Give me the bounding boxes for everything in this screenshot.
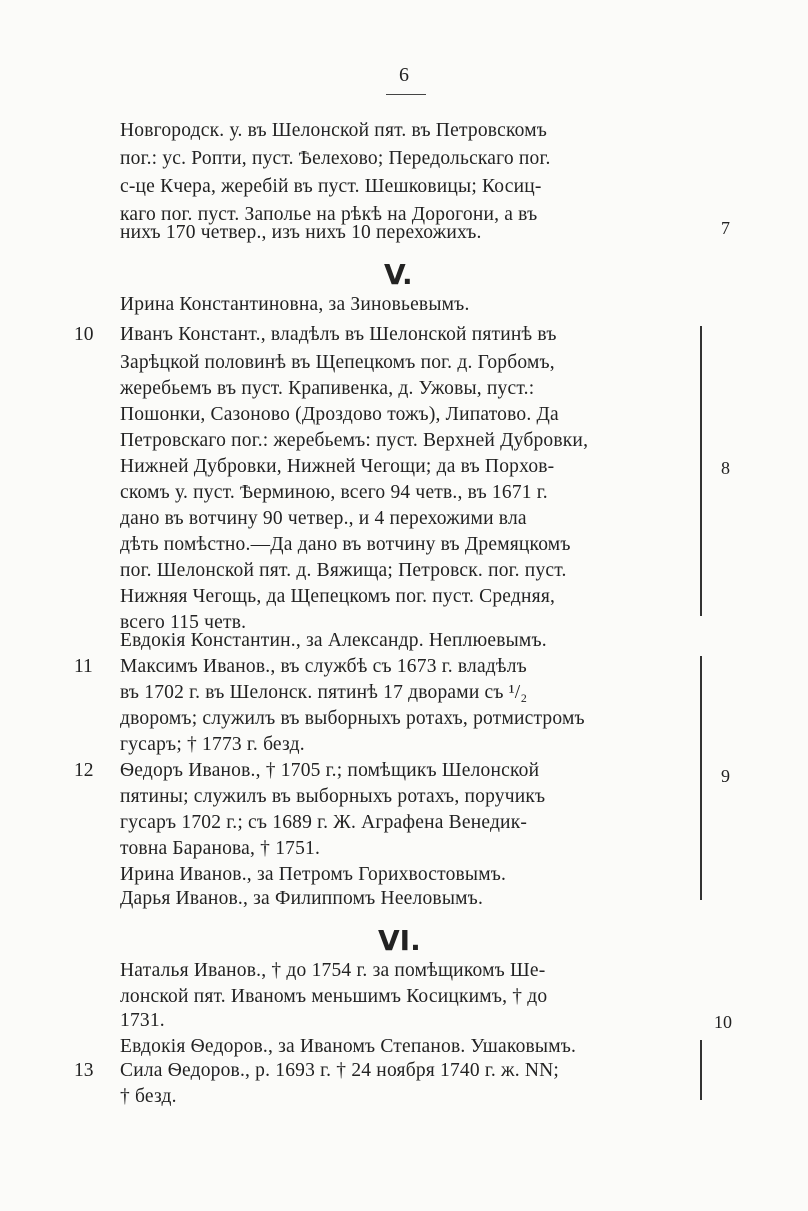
entry-line: Ирина Иванов., за Петромъ Горихвостовымъ. <box>120 864 507 885</box>
entry-line: лонской пят. Иваномъ меньшимъ Косицкимъ, † до <box>120 986 548 1007</box>
intro-line: с-це Кчера, жеребій въ пуст. Шешковицы; Косиц- <box>120 176 542 197</box>
margin-bracket <box>700 656 702 900</box>
entry-line: Сила Ѳедоров., р. 1693 г. † 24 ноября 1740 г. ж. NN; <box>120 1060 560 1081</box>
entry-line: Максимъ Иванов., въ службѣ съ 1673 г. владѣлъ <box>120 656 527 677</box>
intro-line: Новгородск. у. въ Шелонской пят. въ Петровскомъ <box>120 120 548 141</box>
entry-line: гусаръ; † 1773 г. безд. <box>120 734 305 755</box>
margin-generation-number: 8 <box>721 458 730 478</box>
entry-number: 11 <box>74 656 93 677</box>
entry-line: Нижней Дубровки, Нижней Чегощи; да въ Порхов- <box>120 456 555 477</box>
entry-line: Петровскаго пог.: жеребьемъ: пуст. Верхней Дубровки, <box>120 430 589 451</box>
entry-line: скомъ у. пуст. Ѣерминою, всего 94 четв., въ 1671 г. <box>120 482 548 503</box>
entry-line: товна Баранова, † 1751. <box>120 838 321 859</box>
entry-line: † безд. <box>120 1086 177 1107</box>
page-number-rule <box>386 94 426 95</box>
entry-line: дѣть помѣстно.—Да дано въ вотчину въ Дремяцкомъ <box>120 534 571 555</box>
entry-number: 12 <box>74 760 94 781</box>
entry-line: 1731. <box>120 1010 165 1031</box>
entry-line: всего 115 четв. <box>120 612 247 633</box>
entry-line: Зарѣцкой половинѣ въ Щепецкомъ пог. д. Горбомъ, <box>120 352 555 373</box>
entry-line: Евдокія Ѳедоров., за Иваномъ Степанов. Ушаковымъ. <box>120 1036 577 1057</box>
margin-bracket <box>700 1040 702 1100</box>
entry-line: дворомъ; служилъ въ выборныхъ ротахъ, ротмистромъ <box>120 708 585 729</box>
entry-line: гусаръ 1702 г.; съ 1689 г. Ж. Аграфена Венедик- <box>120 812 528 833</box>
entry-line: Ирина Константиновна, за Зиновьевымъ. <box>120 294 470 315</box>
entry-line: въ 1702 г. въ Шелонск. пятинѣ 17 дворами съ ¹/₂ <box>120 682 528 703</box>
entry-line: Ѳедоръ Иванов., † 1705 г.; помѣщикъ Шелонской <box>120 760 540 781</box>
margin-generation-number: 10 <box>714 1012 732 1032</box>
entry-number: 10 <box>74 324 94 345</box>
entry-line: жеребьемъ въ пуст. Крапивенка, д. Ужовы, пуст.: <box>120 378 535 399</box>
intro-line: нихъ 170 четвер., изъ нихъ 10 перехожихъ. <box>120 222 482 243</box>
entry-number: 13 <box>74 1060 94 1081</box>
entry-line: Пошонки, Сазоново (Дроздово тожъ), Липатово. Да <box>120 404 559 425</box>
generation-heading: VI. <box>378 924 421 957</box>
entry-line: пятины; служилъ въ выборныхъ ротахъ, поручикъ <box>120 786 546 807</box>
entry-line: Дарья Иванов., за Филиппомъ Нееловымъ. <box>120 888 484 909</box>
entry-line: пог. Шелонской пят. д. Вяжища; Петровск. пог. пуст. <box>120 560 567 581</box>
margin-generation-number: 7 <box>721 218 730 238</box>
entry-line: дано въ вотчину 90 четвер., и 4 перехожими вла <box>120 508 527 529</box>
intro-line: пог.: ус. Ропти, пуст. Ѣелехово; Передольскаго пог. <box>120 148 551 169</box>
entry-line: Нижняя Чегощь, да Щепецкомъ пог. пуст. Средняя, <box>120 586 556 607</box>
entry-line: Евдокія Константин., за Александр. Неплюевымъ. <box>120 630 547 651</box>
page-number: 6 <box>399 64 409 86</box>
intro-line: каго пог. пуст. Заполье на рѣкѣ на Дорогони, а въ <box>120 204 538 225</box>
margin-generation-number: 9 <box>721 766 730 786</box>
margin-bracket <box>700 326 702 616</box>
entry-line: Иванъ Констант., владѣлъ въ Шелонской пятинѣ въ <box>120 324 557 345</box>
generation-heading: V. <box>384 258 413 291</box>
entry-line: Наталья Иванов., † до 1754 г. за помѣщикомъ Ше- <box>120 960 546 981</box>
